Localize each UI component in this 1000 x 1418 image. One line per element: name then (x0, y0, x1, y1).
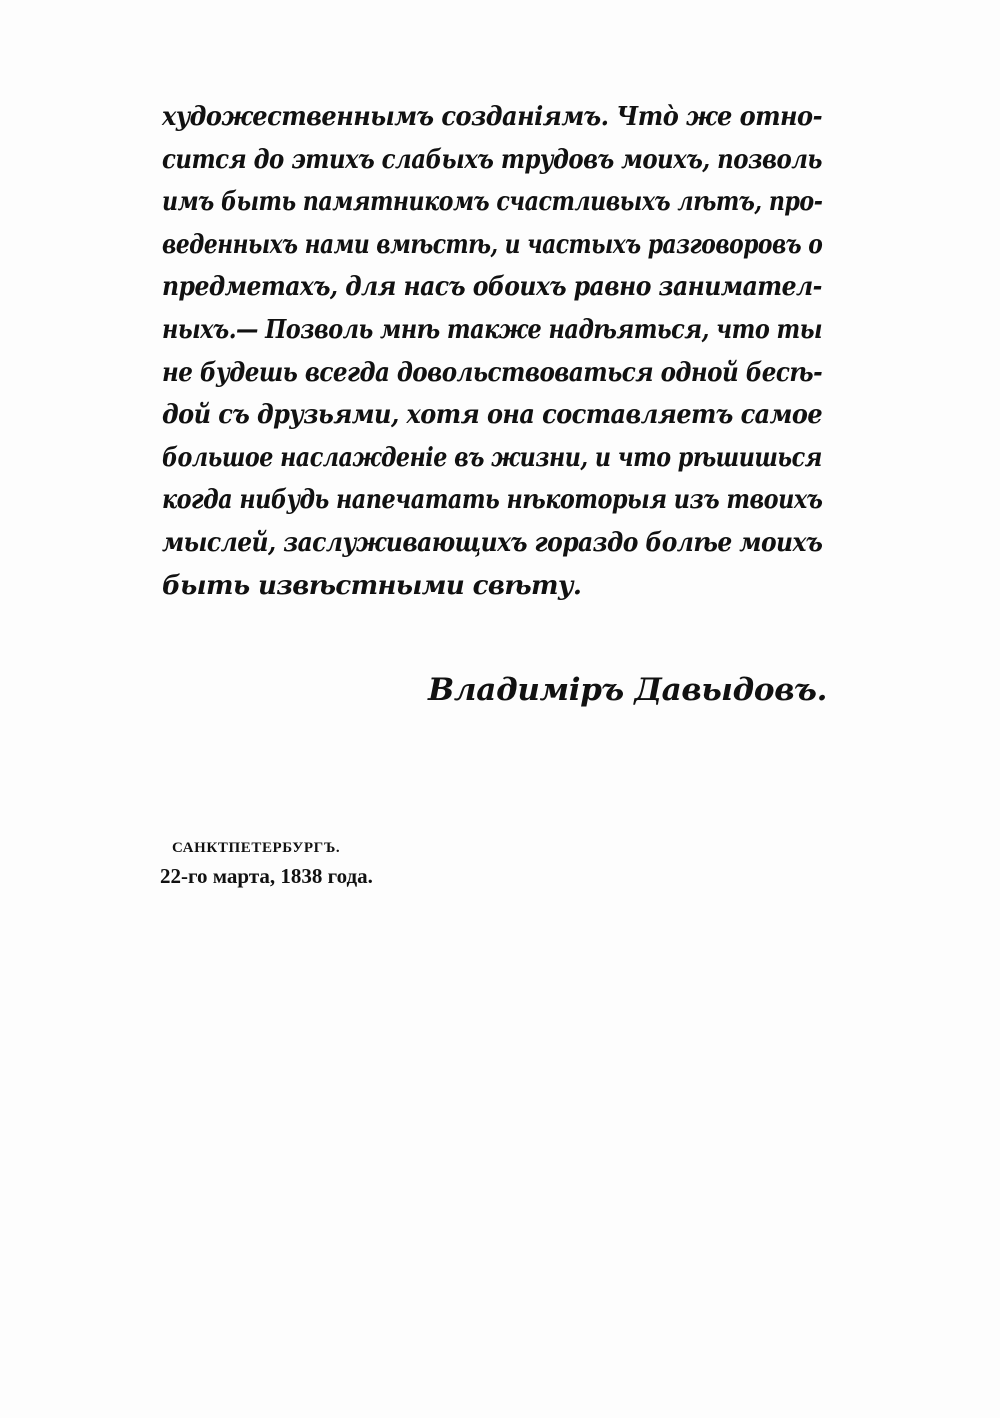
text-line: быть извѣстными свѣту. (162, 570, 582, 601)
text-line: веденныхъ нами вмѣстѣ, и частыхъ разговоровъ о (162, 229, 823, 260)
text-line: дой съ друзьями, хотя она составляетъ самое (162, 400, 823, 431)
author-signature: Владиміръ Давыдовъ. (428, 672, 828, 708)
place-heading: САНКТПЕТЕРБУРГЪ. (172, 840, 341, 856)
text-line: сится до этихъ слабыхъ трудовъ моихъ, позволь (162, 144, 822, 175)
text-line: когда нибудь напечатать нѣкоторыя изъ твоихъ (162, 485, 823, 516)
text-line: не будешь всегда довольствоваться одной бесѣ- (162, 357, 823, 388)
text-line: предметахъ, для насъ обоихъ равно занимател- (162, 272, 822, 303)
text-line: большое наслажденіе въ жизни, и что рѣшишься (162, 442, 822, 473)
text-line: ныхъ.— Позволь мнѣ также надѣяться, что ты (162, 314, 822, 345)
text-line: мыслей, заслуживающихъ гораздо болѣе моихъ (162, 527, 823, 558)
date-line: 22-го марта, 1838 года. (160, 864, 373, 888)
text-line: имъ быть памятникомъ счастливыхъ лѣтъ, про- (162, 187, 823, 218)
text-line: художественнымъ созданіямъ. Чтò же отно- (162, 102, 823, 132)
body-text (162, 96, 822, 607)
